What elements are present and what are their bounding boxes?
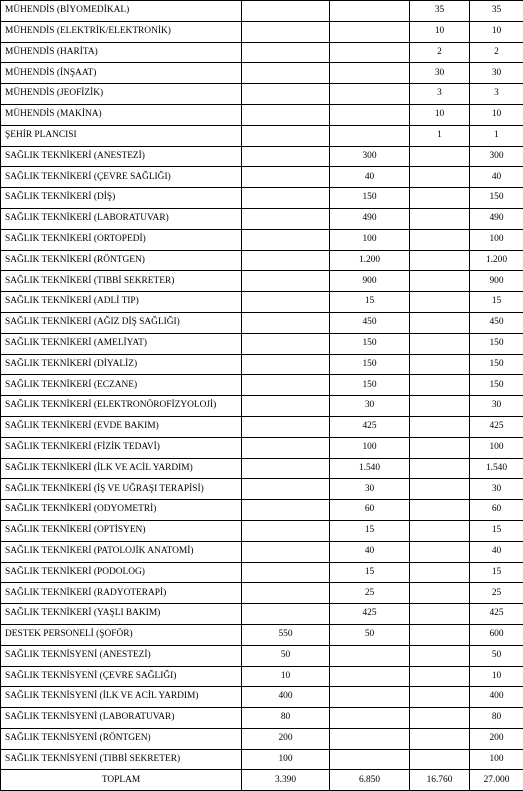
value-col-2-cell: 150 xyxy=(330,333,410,354)
value-col-2-cell: 300 xyxy=(330,146,410,167)
value-col-3-cell: 35 xyxy=(410,1,470,22)
table-row xyxy=(1,458,523,479)
value-col-3-cell xyxy=(410,604,470,625)
value-col-3-cell xyxy=(410,229,470,250)
value-col-2-cell: 150 xyxy=(330,375,410,396)
value-col-1-cell xyxy=(242,21,330,42)
position-name-cell: SAĞLIK TEKNİKERİ (DİŞ) xyxy=(1,188,242,209)
value-col-2-cell: 425 xyxy=(330,416,410,437)
total-col-2: 6.850 xyxy=(330,770,410,791)
position-name-cell: MÜHENDİS (JEOFİZİK) xyxy=(1,84,242,105)
position-name-cell: SAĞLIK TEKNİKERİ (PODOLOG) xyxy=(1,562,242,583)
value-col-2-cell: 150 xyxy=(330,188,410,209)
value-col-2-cell: 25 xyxy=(330,583,410,604)
position-name-cell: SAĞLIK TEKNİKERİ (İŞ VE UĞRAŞI TERAPİSİ) xyxy=(1,479,242,500)
position-name-cell: SAĞLIK TEKNİKERİ (RADYOTERAPİ) xyxy=(1,583,242,604)
value-col-1-cell xyxy=(242,125,330,146)
total-col-cell: 15 xyxy=(470,520,523,541)
value-col-1-cell xyxy=(242,354,330,375)
value-col-3-cell xyxy=(410,500,470,521)
value-col-1-cell xyxy=(242,541,330,562)
value-col-2-cell: 15 xyxy=(330,520,410,541)
position-name-cell: SAĞLIK TEKNİSYENİ (RÖNTGEN) xyxy=(1,728,242,749)
position-name-cell: SAĞLIK TEKNİKERİ (DİYALİZ) xyxy=(1,354,242,375)
value-col-2-cell: 60 xyxy=(330,500,410,521)
value-col-3-cell: 1 xyxy=(410,125,470,146)
position-name-cell: SAĞLIK TEKNİKERİ (ODYOMETRİ) xyxy=(1,500,242,521)
value-col-3-cell: 2 xyxy=(410,42,470,63)
position-name-cell: MÜHENDİS (MAKİNA) xyxy=(1,104,242,125)
total-col-cell: 600 xyxy=(470,624,523,645)
value-col-2-cell: 150 xyxy=(330,354,410,375)
value-col-1-cell xyxy=(242,333,330,354)
position-name-cell: SAĞLIK TEKNİSYENİ (ÇEVRE SAĞLIĞI) xyxy=(1,666,242,687)
table-row xyxy=(1,728,523,749)
total-col-cell: 900 xyxy=(470,271,523,292)
total-col-cell: 100 xyxy=(470,437,523,458)
table-row xyxy=(1,229,523,250)
total-col-cell: 150 xyxy=(470,375,523,396)
total-col-cell: 425 xyxy=(470,416,523,437)
table-row xyxy=(1,250,523,271)
table-row xyxy=(1,125,523,146)
table-row xyxy=(1,604,523,625)
total-col-cell: 490 xyxy=(470,208,523,229)
total-col-cell: 2 xyxy=(470,42,523,63)
value-col-2-cell: 15 xyxy=(330,292,410,313)
table-row xyxy=(1,84,523,105)
table-row xyxy=(1,167,523,188)
total-col-cell: 60 xyxy=(470,500,523,521)
position-name-cell: SAĞLIK TEKNİSYENİ (ANESTEZİ) xyxy=(1,645,242,666)
position-name-cell: SAĞLIK TEKNİKERİ (EVDE BAKIM) xyxy=(1,416,242,437)
value-col-2-cell: 30 xyxy=(330,479,410,500)
position-name-cell: SAĞLIK TEKNİSYENİ (TIBBİ SEKRETER) xyxy=(1,749,242,770)
value-col-2-cell: 450 xyxy=(330,312,410,333)
table-row xyxy=(1,500,523,521)
value-col-2-cell: 100 xyxy=(330,229,410,250)
value-col-3-cell xyxy=(410,728,470,749)
value-col-2-cell xyxy=(330,749,410,770)
position-name-cell: ŞEHİR PLANCISI xyxy=(1,125,242,146)
total-col-cell: 10 xyxy=(470,666,523,687)
value-col-1-cell xyxy=(242,167,330,188)
total-col-cell: 1 xyxy=(470,125,523,146)
table-row xyxy=(1,749,523,770)
value-col-2-cell xyxy=(330,645,410,666)
value-col-3-cell xyxy=(410,416,470,437)
value-col-3-cell xyxy=(410,146,470,167)
value-col-2-cell: 100 xyxy=(330,437,410,458)
position-name-cell: SAĞLIK TEKNİKERİ (AMELİYAT) xyxy=(1,333,242,354)
position-name-cell: SAĞLIK TEKNİKERİ (İLK VE ACİL YARDIM) xyxy=(1,458,242,479)
table-row xyxy=(1,63,523,84)
total-col-cell: 40 xyxy=(470,167,523,188)
value-col-1-cell xyxy=(242,604,330,625)
value-col-2-cell xyxy=(330,104,410,125)
value-col-1-cell: 80 xyxy=(242,708,330,729)
table-row xyxy=(1,354,523,375)
value-col-1-cell xyxy=(242,437,330,458)
position-name-cell: SAĞLIK TEKNİKERİ (ADLİ TIP) xyxy=(1,292,242,313)
value-col-2-cell xyxy=(330,666,410,687)
value-col-1-cell xyxy=(242,520,330,541)
table-row xyxy=(1,687,523,708)
table-row xyxy=(1,708,523,729)
total-col-cell: 3 xyxy=(470,84,523,105)
table-row xyxy=(1,312,523,333)
value-col-3-cell xyxy=(410,208,470,229)
value-col-1-cell xyxy=(242,500,330,521)
table-row xyxy=(1,416,523,437)
value-col-2-cell xyxy=(330,687,410,708)
position-name-cell: SAĞLIK TEKNİKERİ (LABORATUVAR) xyxy=(1,208,242,229)
position-name-cell: MÜHENDİS (HARİTA) xyxy=(1,42,242,63)
total-col-3: 16.760 xyxy=(410,770,470,791)
table-row xyxy=(1,146,523,167)
value-col-1-cell xyxy=(242,250,330,271)
value-col-3-cell xyxy=(410,437,470,458)
position-name-cell: MÜHENDİS (BİYOMEDİKAL) xyxy=(1,1,242,22)
value-col-3-cell: 30 xyxy=(410,63,470,84)
table-row xyxy=(1,271,523,292)
table-row xyxy=(1,645,523,666)
position-name-cell: MÜHENDİS (İNŞAAT) xyxy=(1,63,242,84)
value-col-1-cell xyxy=(242,104,330,125)
value-col-2-cell xyxy=(330,708,410,729)
value-col-2-cell xyxy=(330,125,410,146)
value-col-1-cell xyxy=(242,1,330,22)
table-body xyxy=(1,1,523,770)
position-name-cell: SAĞLIK TEKNİKERİ (OPTİSYEN) xyxy=(1,520,242,541)
total-col-cell: 150 xyxy=(470,188,523,209)
value-col-1-cell: 50 xyxy=(242,645,330,666)
total-col-cell: 1.540 xyxy=(470,458,523,479)
value-col-3-cell xyxy=(410,375,470,396)
value-col-1-cell xyxy=(242,188,330,209)
table-row xyxy=(1,21,523,42)
position-name-cell: SAĞLIK TEKNİKERİ (PATOLOJİK ANATOMİ) xyxy=(1,541,242,562)
value-col-2-cell xyxy=(330,1,410,22)
total-col-cell: 10 xyxy=(470,21,523,42)
position-name-cell: SAĞLIK TEKNİKERİ (AĞIZ DİŞ SAĞLIĞI) xyxy=(1,312,242,333)
value-col-3-cell: 10 xyxy=(410,104,470,125)
position-name-cell: SAĞLIK TEKNİKERİ (ELEKTRONÖROFİZYOLOJİ) xyxy=(1,396,242,417)
position-name-cell: SAĞLIK TEKNİKERİ (ORTOPEDİ) xyxy=(1,229,242,250)
value-col-1-cell xyxy=(242,312,330,333)
total-col-cell: 10 xyxy=(470,104,523,125)
value-col-3-cell xyxy=(410,562,470,583)
value-col-1-cell xyxy=(242,208,330,229)
table-row xyxy=(1,437,523,458)
table-row xyxy=(1,562,523,583)
total-col-cell: 15 xyxy=(470,562,523,583)
value-col-2-cell: 425 xyxy=(330,604,410,625)
total-col-cell: 100 xyxy=(470,229,523,250)
total-col-cell: 30 xyxy=(470,63,523,84)
value-col-3-cell xyxy=(410,312,470,333)
position-name-cell: DESTEK PERSONELİ (ŞOFÖR) xyxy=(1,624,242,645)
value-col-2-cell xyxy=(330,21,410,42)
total-col-cell: 25 xyxy=(470,583,523,604)
value-col-1-cell: 100 xyxy=(242,749,330,770)
value-col-3-cell xyxy=(410,458,470,479)
total-col-cell: 450 xyxy=(470,312,523,333)
value-col-3-cell xyxy=(410,687,470,708)
value-col-1-cell xyxy=(242,458,330,479)
value-col-3-cell xyxy=(410,250,470,271)
value-col-2-cell xyxy=(330,42,410,63)
value-col-1-cell xyxy=(242,396,330,417)
table-row xyxy=(1,396,523,417)
value-col-1-cell: 200 xyxy=(242,728,330,749)
value-col-1-cell xyxy=(242,375,330,396)
table-row xyxy=(1,479,523,500)
total-col-cell: 35 xyxy=(470,1,523,22)
value-col-3-cell xyxy=(410,583,470,604)
table-row xyxy=(1,292,523,313)
table-row xyxy=(1,666,523,687)
value-col-2-cell: 1.540 xyxy=(330,458,410,479)
value-col-1-cell xyxy=(242,583,330,604)
value-col-2-cell xyxy=(330,63,410,84)
table-row xyxy=(1,104,523,125)
total-col-cell: 30 xyxy=(470,396,523,417)
total-col-cell: 50 xyxy=(470,645,523,666)
value-col-3-cell xyxy=(410,188,470,209)
value-col-2-cell: 900 xyxy=(330,271,410,292)
table-row xyxy=(1,333,523,354)
value-col-1-cell xyxy=(242,271,330,292)
value-col-3-cell xyxy=(410,167,470,188)
value-col-2-cell: 490 xyxy=(330,208,410,229)
position-name-cell: SAĞLIK TEKNİKERİ (RÖNTGEN) xyxy=(1,250,242,271)
value-col-1-cell xyxy=(242,63,330,84)
total-col-cell: 150 xyxy=(470,333,523,354)
value-col-1-cell xyxy=(242,146,330,167)
value-col-2-cell: 1.200 xyxy=(330,250,410,271)
table-row xyxy=(1,375,523,396)
value-col-1-cell: 550 xyxy=(242,624,330,645)
value-col-3-cell xyxy=(410,333,470,354)
value-col-3-cell xyxy=(410,520,470,541)
value-col-3-cell: 3 xyxy=(410,84,470,105)
table-row xyxy=(1,208,523,229)
value-col-1-cell xyxy=(242,479,330,500)
table-row xyxy=(1,1,523,22)
value-col-3-cell xyxy=(410,396,470,417)
value-col-3-cell: 10 xyxy=(410,21,470,42)
table-row xyxy=(1,624,523,645)
total-col-cell: 40 xyxy=(470,541,523,562)
total-col-cell: 400 xyxy=(470,687,523,708)
value-col-1-cell xyxy=(242,562,330,583)
table-row xyxy=(1,520,523,541)
value-col-1-cell xyxy=(242,229,330,250)
total-col-cell: 1.200 xyxy=(470,250,523,271)
value-col-3-cell xyxy=(410,541,470,562)
value-col-1-cell: 400 xyxy=(242,687,330,708)
value-col-1-cell xyxy=(242,416,330,437)
total-col-cell: 80 xyxy=(470,708,523,729)
total-col-cell: 30 xyxy=(470,479,523,500)
position-name-cell: SAĞLIK TEKNİKERİ (TIBBİ SEKRETER) xyxy=(1,271,242,292)
total-col-cell: 425 xyxy=(470,604,523,625)
position-name-cell: SAĞLIK TEKNİKERİ (ÇEVRE SAĞLIĞI) xyxy=(1,167,242,188)
position-name-cell: SAĞLIK TEKNİSYENİ (İLK VE ACİL YARDIM) xyxy=(1,687,242,708)
value-col-2-cell: 40 xyxy=(330,541,410,562)
value-col-2-cell xyxy=(330,728,410,749)
position-name-cell: SAĞLIK TEKNİKERİ (YAŞLI BAKIM) xyxy=(1,604,242,625)
value-col-2-cell xyxy=(330,84,410,105)
value-col-2-cell: 40 xyxy=(330,167,410,188)
position-name-cell: SAĞLIK TEKNİSYENİ (LABORATUVAR) xyxy=(1,708,242,729)
value-col-1-cell xyxy=(242,84,330,105)
position-name-cell: SAĞLIK TEKNİKERİ (ANESTEZİ) xyxy=(1,146,242,167)
value-col-3-cell xyxy=(410,271,470,292)
position-name-cell: SAĞLIK TEKNİKERİ (FİZİK TEDAVİ) xyxy=(1,437,242,458)
total-col-cell: 150 xyxy=(470,354,523,375)
table-row xyxy=(1,541,523,562)
value-col-3-cell xyxy=(410,292,470,313)
value-col-3-cell xyxy=(410,749,470,770)
total-col-cell: 200 xyxy=(470,728,523,749)
value-col-2-cell: 30 xyxy=(330,396,410,417)
value-col-3-cell xyxy=(410,624,470,645)
table-row xyxy=(1,188,523,209)
value-col-1-cell: 10 xyxy=(242,666,330,687)
value-col-2-cell: 15 xyxy=(330,562,410,583)
total-label: TOPLAM xyxy=(1,770,242,791)
value-col-3-cell xyxy=(410,708,470,729)
total-col-cell: 15 xyxy=(470,292,523,313)
table-row xyxy=(1,583,523,604)
value-col-3-cell xyxy=(410,645,470,666)
position-name-cell: SAĞLIK TEKNİKERİ (ECZANE) xyxy=(1,375,242,396)
table-row xyxy=(1,42,523,63)
total-col-1: 3.390 xyxy=(242,770,330,791)
value-col-3-cell xyxy=(410,479,470,500)
value-col-1-cell xyxy=(242,292,330,313)
value-col-3-cell xyxy=(410,666,470,687)
value-col-3-cell xyxy=(410,354,470,375)
value-col-2-cell: 50 xyxy=(330,624,410,645)
total-col-cell: 100 xyxy=(470,749,523,770)
total-col-4: 27.000 xyxy=(470,770,523,791)
value-col-1-cell xyxy=(242,42,330,63)
total-col-cell: 300 xyxy=(470,146,523,167)
position-name-cell: MÜHENDİS (ELEKTRİK/ELEKTRONİK) xyxy=(1,21,242,42)
